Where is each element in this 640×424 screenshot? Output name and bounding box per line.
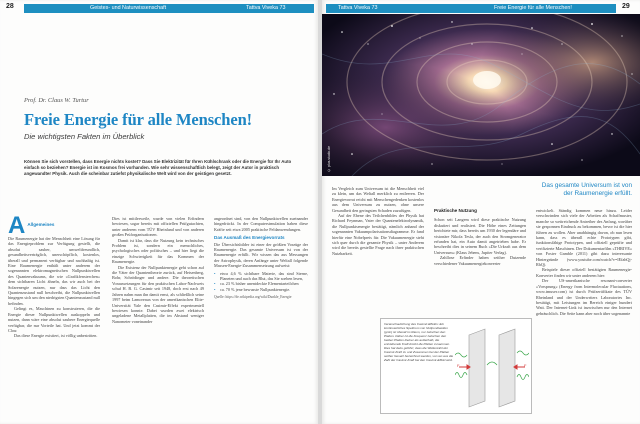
article-subtitle: Die wichtigsten Fakten im Überblick — [24, 132, 145, 141]
figure-caption: Veranschaulichung des Casimir-Effekts: Ein kontinuierliches Spektrum von Nullpunktwellen (grün) ist überall im Raum, nur zwischen den Platten. Daher ist die Frequenz zwischen den beiden Platten kleiner als außerhalb, die entstehende Kraft drückt die Platten zusammen. Dies hat dazu geführt, dass die Wellenzahl der Casimir-Kraft zu und Zusammen bei der Platten seither Gesetz bezeichnet werden, von wo aus die Zahl der Casimir-Kraft bei den Casimir-Effekt wird. — [384, 322, 454, 362]
casimir-effect-figure — [380, 318, 532, 414]
nebula-illustration — [322, 14, 640, 176]
left-header-section: Geistes- und Naturwissenschaft — [90, 5, 167, 11]
list-item: • ca. 23 % bisher unentdeckte Elementarteilchen — [214, 281, 308, 286]
list-item: • etwa 4,6 % sichtbare Materie, das sind Sterne, Planeten und auch das Blut, das Sie soeben lesen, — [214, 271, 308, 282]
footnote-source: Quelle: https://de.wikipedia.org/wiki/Dunkle_Energie — [214, 295, 292, 300]
paragraph: Beispiele dieser offiziell bestätigten Raumenergie-Konverter finden wir unter anderem hier: — [536, 267, 632, 278]
paragraph: Im Vergleich zum Universum ist die Menschheit viel zu klein, um das Weltall merklich zu entleeren. Der Energievorrat reicht mit Menschengedenken kostenlos aus dem Universum zu nutzen, ohne unsere Gesundheit den geringsten Schaden zuzufügen. — [332, 186, 424, 213]
left-column-3 — [214, 216, 308, 420]
article-title: Freie Energie für alle Menschen! — [24, 110, 253, 129]
article-lead: Können Sie sich vorstellen, dass Energie nichts kostet? Dass Sie Elektrizität für Ihren Kühlschrank oder die Energie für Ihr Auto einfach so beziehen? Energie ist im Kosmos frei vorhanden. Wie sehr wissenschaftlich belegt, zeigt der Autor in praktisch angewandter Physik. Auch die scheinbar zutiefst physikalische Welt wird von der geistigen gesetzt. — [24, 159, 292, 177]
right-column-3 — [536, 208, 632, 420]
paragraph: Schon seit Langem wird diese praktische Nutzung diskutiert und realisiert. Die Höhe eines Zeitungen berichtete mir, dass bereits um 1930 der legendäre und visionäre Nikola Tesla, der auch den Stromgenerator erfunden hat, ein Auto damit angetrieben habe. Er beschreibt dies in seinem Buch »Die Urkraft aus dem Universum« (Klaus Jebens, Jupiter Verlag). — [434, 217, 526, 255]
paragraph: Das diese Energie existiert, ist völlig unbestritten. — [14, 333, 98, 339]
left-column-1 — [8, 216, 100, 420]
paragraph: Die Übersichtsbilder ist einer der größten Vorzüge der Raumenergie. Das gesamte Universum ist von der Raumenergie erfüllt. Wir wissen das aus Messungen der Astrophysik, deren Anfänge unter Weltall folgende Massen-Energie-Zusammensetzung aufweist: — [214, 241, 308, 269]
paragraph: Damit ist klar, dass die Nutzung kein technisches Problem ist, sondern ein menschliches, psychologisches oder politisches – und hier liegt die einzige Schwierigkeit für das Kommen der Raumenergie. — [112, 237, 204, 265]
paragraph: Gelingt es, Maschinen zu konstruieren, die die Energie dieser Nullpunktwellen auskoppeln und nutzen, dann wäre eine absolut saubere Energiequelle verfügbar, die nur Vorteile hat. Und jetzt kommt der Clou: — [8, 306, 100, 333]
left-page — [0, 0, 318, 424]
paragraph: Zahllose Erfinder haben seither Dutzende verschiedener Vakuumenergiekonverter — [434, 255, 526, 266]
list-item: • ca. 70 % jene bewusste Nullpunktenergie. — [214, 287, 308, 292]
right-header-magazine: Tattva Viveka 73 — [338, 5, 378, 11]
left-column-2 — [112, 216, 204, 420]
paragraph: entwickelt. Ständig kommen neue hinzu. Leider verschwinden sich viele der Arbeiten als Schaffmuster, manche so weitreichende Antreiber des Anfang, worüber sie gesponnen Eindruck zu bekommen, bevor ist die hier führen zu wollen. Aber unabhängig davon, ob nun lesen kann, dass es überall echte Prototypen gibt, funktionsfähige Prototypen, und offiziell geprüfte und verifizierte Maschinen. Der Dokumentarfilm »THRIVE« von Foster Gamble (2011) gibt dazu interessante Hintergründe (www.youtube.com/watch?v=lEfahQj-RhQ). — [536, 208, 632, 268]
page-number-right: 29 — [622, 3, 630, 10]
pull-quote: Das gesamte Universum ist von der Raumenergie erfüllt. — [541, 182, 632, 197]
author-name: Prof. Dr. Claus W. Turtur — [24, 97, 89, 104]
paragraph: Dies ist mittlerweile, wurde von vielen Erfindern bewiesen, sogar bereits mit offiziellen Prüfgutachten, unter anderem vom TÜV Rheinland und von anderen großen Prüforganisationen. — [112, 216, 204, 238]
section-heading-energievorrat: Das Ausmaß des Energievorrats — [214, 235, 285, 241]
section-heading-praktische-nutzung: Praktische Nutzung — [434, 208, 477, 213]
paragraph: Auf der Ebene des Teilchenbildes der Physik hat Richard Feynman, Vater der Quantenelektrodynamik, die Nullpunktsenergie bestätigt, nämlich anhand der sogenannten Vakuumpolarisationsdiagramme. Er fand hierfür eine Nobelpreis für. Die Vakuumenergie steht sich quer durch die gesamte Physik – unter Anderem wird die bereits gestellte Frage nach ihrer praktischen Nutzbarkeit. — [332, 213, 424, 256]
paragraph: Die Raumenergie hat der Menschheit eine Lösung für das Energieproblem zur Verfügung gestellt, die absolut sauber, umweltfreundlich, gesundheitsverträglich, unerschöpflich, kostenlos, überall und permanent verfügbar und nachhaltig ist. Eine Raumenergie enthält unter anderem der sogenannten elektromagnetischen Nullpunktwellen des Quantenvakuums, die wie »Grafikfensterchen« dem sichtbaren Licht ähneln, das wir auch bei der Solarenergie nutzen, nur dass das Licht den Quantenzustand null beschreibt, die Nullpunktwellen hingegen sich um den niedrigsten Quantenzustand null befinden. — [8, 236, 100, 306]
image-credit: © plus.studio.de — [327, 146, 331, 172]
dropcap-letter: A — [8, 216, 26, 239]
section-heading-allgemeines: Allgemeines — [27, 222, 55, 227]
paragraph: Der US-amerikanische resonant-converter »Vorsprung« (Energy from Intermolecular Fluctuations, www.tmuser.com) ist durch Prüfzertifikate des TÜV Rheinland und der Underwriters Laboratories Inc. bestätigt, mit Leistungen im Bereich einiger hundert Watt. Der Internet-Link ist inzwischen nur den Internet gebräuchlich. Die Seite kann aber noch über sogenannte — [536, 278, 632, 316]
paragraph: angeordnet sind, von den Nullpunktwellen zueinander hingedrückt. In der Computersimulation haben diese Kräfte seit etwa 2005 praktische Feldanwendungen. — [214, 216, 308, 232]
cosmic-nebula-image — [322, 14, 640, 176]
casimir-plates-diagram — [455, 325, 529, 411]
force-label-left: F — [457, 363, 460, 368]
right-page — [322, 0, 640, 424]
force-label-right: F — [524, 363, 527, 368]
composition-list — [214, 271, 308, 293]
right-column-1 — [332, 186, 424, 316]
page-number-left: 28 — [6, 3, 14, 10]
paragraph: Die Existenz der Nullpunktenergie geht schon auf die Väter der Quantentheorie zurück, auf Heisenberg, Bohr, Schrödinger und andere. Die theoretischen Voraussetzungen für den praktischen Labor-Nachweis schuf H. B. G. Casimir seit 1948, doch erst nach 49 Jahren nahm man ihn damit ernst, als schließlich seine 1997 beim Lamoreaux von der amerikanischen Elite-Universität Yale den Casimir-Effekt experimentell bewiesen konnte. Dabei wurden zwei elektrisch ungeladene Metallplatten, die im Abstand weniger Nanometer voneinander — [112, 264, 204, 324]
right-column-2 — [434, 208, 526, 316]
right-header-section: Freie Energie für alle Menschen! — [494, 5, 572, 11]
left-header-magazine: Tattva Viveka 73 — [246, 5, 286, 11]
